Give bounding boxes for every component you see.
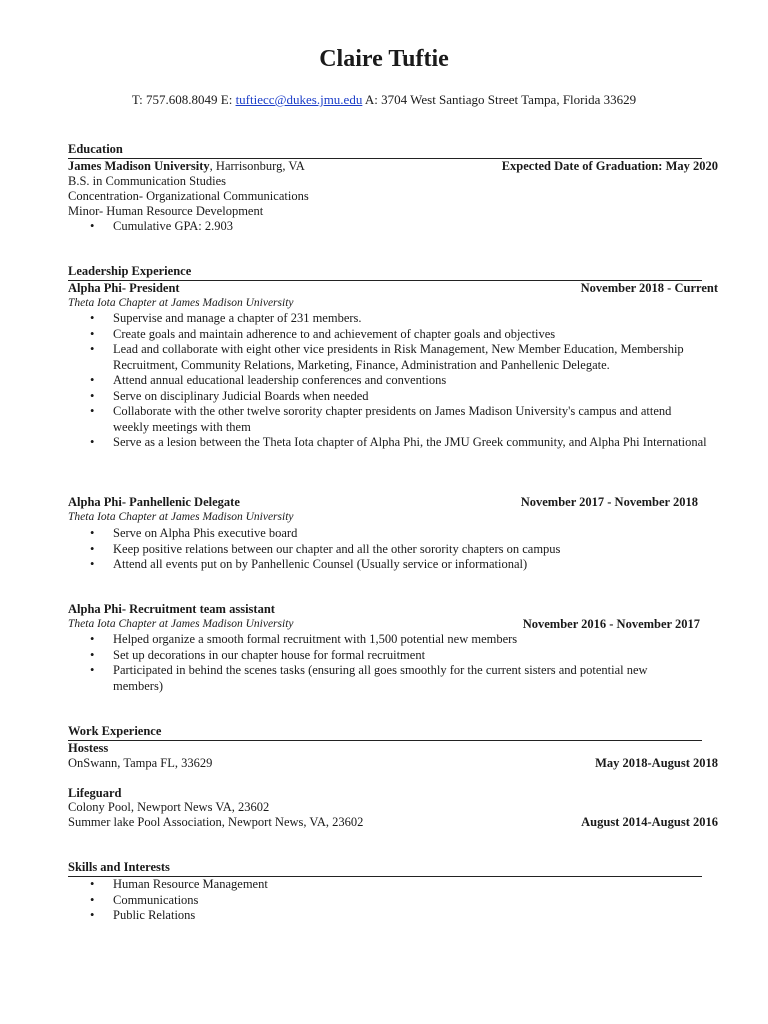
job-title-hostess: Hostess — [68, 741, 109, 755]
skills-heading: Skills and Interests — [68, 860, 170, 874]
job-dates-hostess: May 2018-August 2018 — [595, 756, 718, 770]
list-item: • Supervise and manage a chapter of 231 members. — [68, 311, 708, 327]
education-heading: Education — [68, 142, 123, 156]
contact-line — [0, 92, 768, 108]
job-dates-delegate: November 2017 - November 2018 — [520, 495, 698, 509]
list-item: • Public Relations — [68, 908, 708, 924]
job-dates-lifeguard: August 2014-August 2016 — [581, 815, 718, 829]
list-item: • Cumulative GPA: 2.903 — [68, 219, 708, 235]
list-item: • Create goals and maintain adherence to and achievement of chapter goals and objectives — [68, 327, 708, 343]
list-item: • Serve on disciplinary Judicial Boards when needed — [68, 389, 708, 405]
list-item: • Keep positive relations between our chapter and all the other sorority chapters on campus — [68, 542, 708, 558]
minor-line: Minor- Human Resource Development — [68, 204, 264, 218]
skills-bullets — [68, 877, 708, 924]
job-title-recruitment: Alpha Phi- Recruitment team assistant — [68, 602, 275, 616]
recruitment-bullets — [68, 632, 668, 694]
education-school — [68, 159, 305, 174]
list-item: • Serve as a lesion between the Theta Iota chapter of Alpha Phi, the JMU Greek community, and Alpha Phi International — [68, 435, 708, 451]
candidate-name: Claire Tuftie — [319, 46, 449, 72]
job-location-lifeguard-1: Colony Pool, Newport News VA, 23602 — [68, 800, 270, 814]
job-location-lifeguard-2: Summer lake Pool Association, Newport News, VA, 23602 — [68, 815, 364, 829]
job-org-recruitment: Theta Iota Chapter at James Madison University — [68, 618, 294, 630]
school-location: , Harrisonburg, VA — [209, 159, 305, 173]
email-link[interactable]: tuftiecc@dukes.jmu.edu — [235, 92, 363, 107]
list-item: • Collaborate with the other twelve sorority chapter presidents on James Madison University's campus and attend weekly meetings with them — [68, 404, 708, 435]
president-bullets — [68, 311, 708, 451]
work-rule — [68, 740, 702, 741]
list-item: • Set up decorations in our chapter house for formal recruitment — [68, 648, 668, 664]
concentration-line: Concentration- Organizational Communications — [68, 189, 309, 203]
job-title-delegate: Alpha Phi- Panhellenic Delegate — [68, 495, 240, 509]
job-dates-recruitment: November 2016 - November 2017 — [522, 617, 700, 631]
delegate-bullets — [68, 526, 708, 573]
school-name: James Madison University — [68, 159, 210, 173]
list-item: • Attend annual educational leadership conferences and conventions — [68, 373, 708, 389]
leadership-heading: Leadership Experience — [68, 264, 192, 278]
address-text: A: 3704 West Santiago Street Tampa, Florida 33629 — [362, 92, 637, 107]
list-item: • Serve on Alpha Phis executive board — [68, 526, 708, 542]
phone-text: T: 757.608.8049 E: — [131, 92, 236, 107]
list-item: • Participated in behind the scenes tasks (ensuring all goes smoothly for the current sisters and potential new members) — [68, 663, 668, 694]
job-org-president: Theta Iota Chapter at James Madison University — [68, 297, 294, 309]
job-org-delegate: Theta Iota Chapter at James Madison University — [68, 511, 294, 523]
job-title-lifeguard: Lifeguard — [68, 786, 122, 800]
list-item: • Helped organize a smooth formal recruitment with 1,500 potential new members — [68, 632, 668, 648]
degree-line: B.S. in Communication Studies — [68, 174, 226, 188]
list-item: • Lead and collaborate with eight other vice presidents in Risk Management, New Member Education, Membership Recruitment, Community Relations, Marketing, Finance, Administration and Panhellenic Delegate. — [68, 342, 708, 373]
list-item: • Human Resource Management — [68, 877, 708, 893]
work-heading: Work Experience — [68, 724, 162, 738]
education-bullets — [68, 219, 708, 235]
job-title-president: Alpha Phi- President — [68, 281, 180, 295]
job-location-hostess: OnSwann, Tampa FL, 33629 — [68, 756, 213, 770]
graduation-date: Expected Date of Graduation: May 2020 — [501, 159, 718, 173]
job-dates-president: November 2018 - Current — [580, 281, 718, 295]
list-item: • Communications — [68, 893, 708, 909]
list-item: • Attend all events put on by Panhellenic Counsel (Usually service or informational) — [68, 557, 708, 573]
